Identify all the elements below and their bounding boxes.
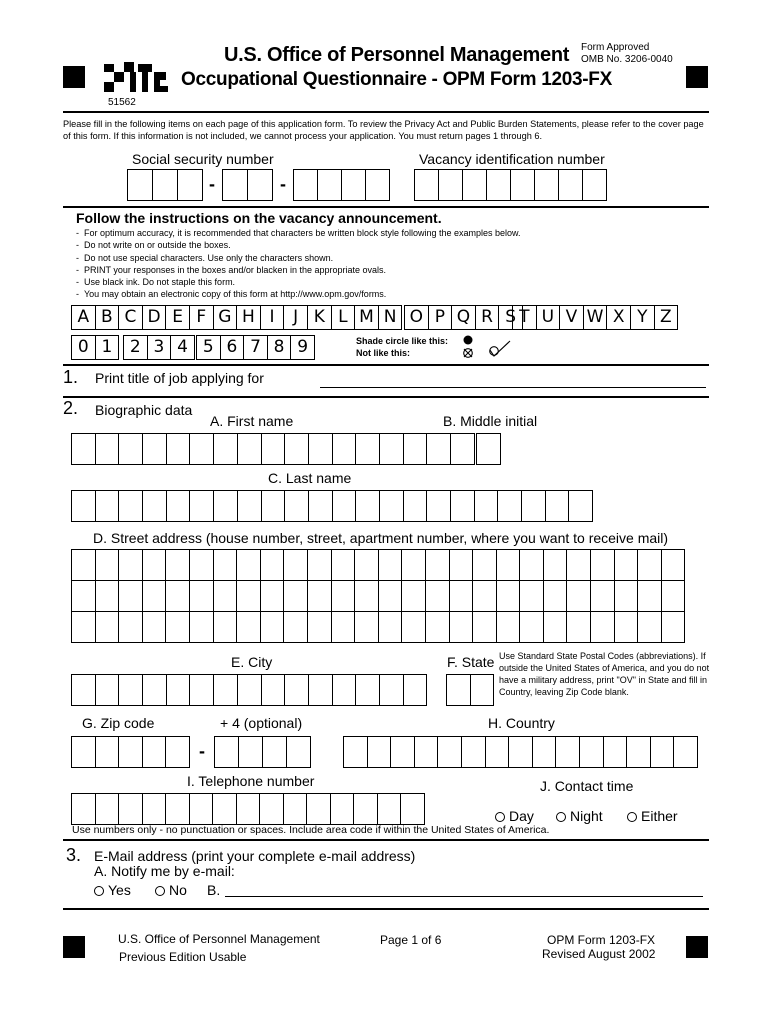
zip-label: G. Zip code — [82, 715, 155, 731]
street-address-cell[interactable] — [567, 611, 591, 643]
ssn-dash-1: - — [209, 174, 215, 194]
shade-like-label: Shade circle like this: — [356, 336, 449, 346]
zip-boxes[interactable] — [71, 736, 190, 768]
street-address-cell[interactable] — [379, 549, 403, 581]
street-address-cell[interactable] — [284, 611, 308, 643]
city-boxes[interactable] — [71, 674, 427, 706]
country-boxes[interactable] — [343, 736, 698, 768]
example-digits: 2 3 4 — [123, 335, 195, 360]
q1-number: 1. — [63, 367, 79, 387]
street-address-cell[interactable] — [497, 549, 521, 581]
street-address-cell[interactable] — [308, 580, 332, 612]
street-address-cell[interactable] — [473, 611, 497, 643]
registration-mark-bottom-right — [686, 936, 708, 958]
street-address-cell[interactable] — [615, 549, 639, 581]
phone-note: Use numbers only - no punctuation or spaces. Include area code if within the United States of America. — [72, 824, 550, 836]
intro-text: Please fill in the following items on each page of this application form. To review the Privacy Act and Public Burden Statements, please refer to the cover page of this form. If this information is not included, we cannot process your application. You must return pages 1 through 6. — [63, 119, 704, 141]
street-address-row[interactable] — [71, 549, 685, 581]
street-address-cell[interactable] — [450, 611, 474, 643]
email-line[interactable] — [225, 896, 703, 897]
notify-no-option[interactable]: No — [155, 882, 187, 898]
street-address-cell[interactable] — [497, 580, 521, 612]
street-address-cell[interactable] — [237, 611, 261, 643]
ssn-dash-2: - — [280, 174, 286, 194]
street-address-cell[interactable] — [332, 611, 356, 643]
street-address-cell[interactable] — [544, 611, 568, 643]
street-address-cell[interactable] — [166, 580, 190, 612]
street-address-cell[interactable] — [214, 549, 238, 581]
street-address-cell[interactable] — [426, 580, 450, 612]
not-like-label: Not like this: — [356, 348, 411, 358]
street-address-cell[interactable] — [591, 611, 615, 643]
example-letters: T U V W X Y Z — [512, 305, 678, 330]
street-address-cell[interactable] — [332, 549, 356, 581]
form-code: 51562 — [108, 97, 136, 108]
street-address-cell[interactable] — [190, 580, 214, 612]
street-address-cell[interactable] — [638, 611, 662, 643]
street-address-cell[interactable] — [284, 549, 308, 581]
street-address-cell[interactable] — [355, 549, 379, 581]
street-address-cell[interactable] — [332, 580, 356, 612]
radio-day[interactable] — [495, 812, 505, 822]
street-address-cell[interactable] — [143, 580, 167, 612]
zip-plus4-boxes[interactable] — [214, 736, 311, 768]
street-address-cell[interactable] — [402, 580, 426, 612]
notify-label: A. Notify me by e-mail: — [94, 863, 235, 879]
contact-time-label: J. Contact time — [540, 778, 634, 794]
street-address-cell[interactable] — [72, 611, 96, 643]
street-address-cell[interactable] — [450, 549, 474, 581]
example-digits: 0 1 — [71, 335, 119, 360]
street-address-cell[interactable] — [261, 549, 285, 581]
street-address-cell[interactable] — [355, 611, 379, 643]
radio-no[interactable] — [155, 886, 165, 896]
footer-rule — [63, 908, 709, 910]
radio-either[interactable] — [627, 812, 637, 822]
first-name-boxes[interactable] — [71, 433, 475, 465]
instruction-item: - Do not write on or outside the boxes. — [76, 240, 231, 251]
street-address-cell[interactable] — [284, 580, 308, 612]
q1-label: Print title of job applying for — [95, 370, 264, 386]
street-address-cell[interactable] — [214, 611, 238, 643]
street-address-cell[interactable] — [497, 611, 521, 643]
section-rule-2 — [63, 364, 709, 366]
street-address-cell[interactable] — [544, 580, 568, 612]
street-address-cell[interactable] — [567, 549, 591, 581]
street-address-cell[interactable] — [166, 549, 190, 581]
vacancy-id-boxes[interactable] — [414, 169, 607, 201]
street-address-cell[interactable] — [72, 580, 96, 612]
radio-night[interactable] — [556, 812, 566, 822]
street-address-cell[interactable] — [567, 580, 591, 612]
street-address-cell[interactable] — [261, 611, 285, 643]
country-label: H. Country — [488, 715, 555, 731]
checked-oval-example-icon — [486, 338, 512, 360]
ssn-part1[interactable] — [127, 169, 203, 201]
registration-mark-bottom-left — [63, 936, 85, 958]
example-letters: A B C D E F G H I J — [71, 305, 308, 330]
street-address-label: D. Street address (house number, street, apartment number, where you want to receive mail) — [93, 530, 669, 546]
footer-edition: Previous Edition Usable — [119, 950, 247, 964]
form-approved: Form Approved — [581, 42, 650, 53]
street-address-cell[interactable] — [96, 580, 120, 612]
contact-either-option[interactable]: Either — [627, 808, 678, 824]
q2-number: 2. — [63, 398, 79, 418]
radio-yes[interactable] — [94, 886, 104, 896]
street-address-row[interactable] — [71, 580, 685, 612]
notify-yes-option[interactable]: Yes — [94, 882, 131, 898]
street-address-cell[interactable] — [662, 611, 686, 643]
instructions-list — [76, 227, 676, 301]
state-note: Use Standard State Postal Codes (abbreviations). If outside the United States of America, and you do not have a military address, print "OV" in State and fill in Country, leaving Zip Code blank. — [499, 651, 710, 697]
street-address-cell[interactable] — [638, 580, 662, 612]
instructions-heading: Follow the instructions on the vacancy announcement. — [76, 210, 442, 226]
city-label: E. City — [231, 654, 273, 670]
state-boxes[interactable] — [446, 674, 494, 706]
street-address-cell[interactable] — [662, 580, 686, 612]
q3-label: E-Mail address (print your complete e-mail address) — [94, 848, 416, 864]
instruction-item: - Use black ink. Do not staple this form. — [76, 277, 236, 288]
header-rule — [63, 111, 709, 113]
street-address-cell[interactable] — [379, 611, 403, 643]
instruction-item: - Do not use special characters. Use only the characters shown. — [76, 252, 334, 263]
zip-dash: - — [199, 741, 205, 761]
job-title-line[interactable] — [320, 387, 706, 388]
opm-logo — [104, 62, 168, 92]
footer-form: OPM Form 1203-FX — [547, 933, 656, 947]
form-title: Occupational Questionnaire - OPM Form 1203-FX — [181, 69, 612, 90]
registration-mark-top-left — [63, 66, 85, 88]
telephone-label: I. Telephone number — [187, 773, 315, 789]
telephone-boxes[interactable] — [71, 793, 425, 825]
street-address-cell[interactable] — [355, 580, 379, 612]
street-address-cell[interactable] — [119, 549, 143, 581]
street-address-cell[interactable] — [591, 549, 615, 581]
street-address-cell[interactable] — [237, 580, 261, 612]
street-address-cell[interactable] — [379, 580, 403, 612]
street-address-cell[interactable] — [520, 549, 544, 581]
contact-night-option[interactable]: Night — [556, 808, 603, 824]
section-rule-1 — [63, 206, 709, 208]
omb-number: OMB No. 3206-0040 — [581, 54, 673, 65]
q2-label: Biographic data — [95, 402, 193, 418]
section-rule-3 — [63, 396, 709, 398]
street-address-cell[interactable] — [402, 611, 426, 643]
instruction-item: - You may obtain an electronic copy of this form at http://www.opm.gov/forms. — [76, 289, 387, 300]
street-address-cell[interactable] — [96, 611, 120, 643]
street-address-cell[interactable] — [143, 549, 167, 581]
footer-revised: Revised August 2002 — [542, 947, 656, 961]
contact-day-option[interactable]: Day — [495, 808, 534, 824]
street-address-cell[interactable] — [190, 611, 214, 643]
street-address-cell[interactable] — [119, 580, 143, 612]
first-name-label: A. First name — [210, 413, 294, 429]
street-address-cell[interactable] — [214, 580, 238, 612]
street-address-cell[interactable] — [119, 611, 143, 643]
street-address-cell[interactable] — [615, 580, 639, 612]
street-address-cell[interactable] — [591, 580, 615, 612]
street-address-cell[interactable] — [261, 580, 285, 612]
street-address-cell[interactable] — [190, 549, 214, 581]
street-address-cell[interactable] — [520, 611, 544, 643]
example-digits: 5 6 7 8 9 — [196, 335, 315, 360]
street-address-cell[interactable] — [308, 549, 332, 581]
street-address-cell[interactable] — [638, 549, 662, 581]
street-address-cell[interactable] — [426, 611, 450, 643]
agency-title: U.S. Office of Personnel Management — [224, 44, 570, 66]
instruction-item: - PRINT your responses in the boxes and/or blacken in the appropriate ovals. — [76, 264, 387, 275]
shaded-oval-example-icon — [462, 334, 474, 346]
state-label: F. State — [447, 654, 495, 670]
q3-number: 3. — [66, 845, 82, 865]
middle-initial-label: B. Middle initial — [443, 413, 538, 429]
street-address-cell[interactable] — [520, 580, 544, 612]
street-address-cell[interactable] — [143, 611, 167, 643]
section-rule-4 — [63, 839, 709, 841]
footer-agency: U.S. Office of Personnel Management — [118, 932, 320, 946]
instruction-item: - For optimum accuracy, it is recommended that characters be written block style following the examples below. — [76, 228, 521, 238]
street-address-cell[interactable] — [544, 549, 568, 581]
street-address-cell[interactable] — [72, 549, 96, 581]
example-letters: K L M N — [307, 305, 402, 330]
street-address-cell[interactable] — [426, 549, 450, 581]
last-name-boxes[interactable] — [71, 490, 593, 522]
street-address-cell[interactable] — [662, 549, 686, 581]
example-letters: O P Q R S — [404, 305, 523, 330]
ssn-part2[interactable] — [222, 169, 273, 201]
page-number: Page 1 of 6 — [380, 933, 442, 947]
street-address-cell[interactable] — [450, 580, 474, 612]
ssn-part3[interactable] — [293, 169, 390, 201]
street-address-cell[interactable] — [308, 611, 332, 643]
ssn-label: Social security number — [132, 151, 274, 167]
last-name-label: C. Last name — [268, 470, 352, 486]
street-address-cell[interactable] — [237, 549, 261, 581]
vacancy-label: Vacancy identification number — [419, 151, 605, 167]
street-address-row[interactable] — [71, 611, 685, 643]
street-address-cell[interactable] — [96, 549, 120, 581]
street-address-cell[interactable] — [402, 549, 426, 581]
street-address-cell[interactable] — [473, 549, 497, 581]
street-address-cell[interactable] — [473, 580, 497, 612]
registration-mark-top-right — [686, 66, 708, 88]
crossed-oval-example-icon — [462, 347, 474, 359]
email-b-label: B. — [207, 882, 221, 898]
street-address-cell[interactable] — [166, 611, 190, 643]
middle-initial-box[interactable] — [476, 433, 501, 465]
street-address-cell[interactable] — [615, 611, 639, 643]
plus4-label: + 4 (optional) — [220, 715, 303, 731]
